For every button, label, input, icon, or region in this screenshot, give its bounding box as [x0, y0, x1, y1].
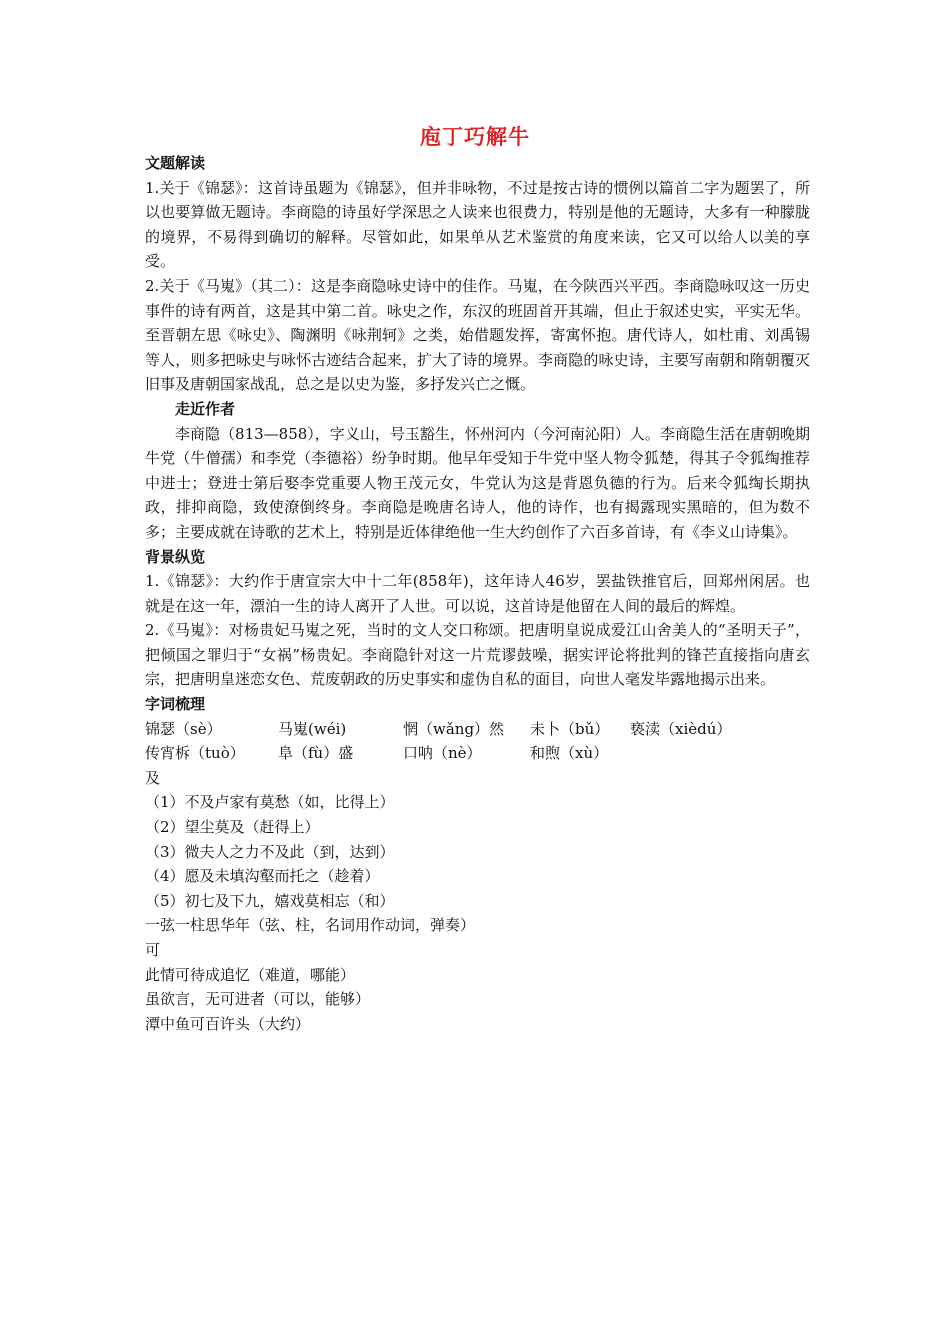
document-body: [145, 151, 810, 1036]
term-usage: （3）微夫人之力不及此（到，达到）: [145, 842, 395, 861]
vocab-item: 未卜（bǔ）: [530, 719, 610, 738]
term-usage: （5）初七及下九，嬉戏莫相忘（和）: [145, 891, 395, 910]
term-usage-zhu: 一弦一柱思华年（弦、柱，名词用作动词，弹奏）: [145, 916, 476, 935]
term-usage: 潭中鱼可百许头（大约）: [145, 1014, 311, 1033]
term-usage: 虽欲言，无可进者（可以，能够）: [145, 990, 371, 1009]
vocab-row-2: [145, 741, 810, 766]
vocab-item: 传宵柝（tuò）: [145, 744, 245, 763]
paragraph-mawei-intro: 2.关于《马嵬》（其二）：这是李商隐咏史诗中的佳作。马嵬，在今陕西兴平西。李商隐咏叹这一历史事件的诗有两首，这是其中第二首。咏史之作，东汉的班固首开其端，但止于叙述史实，平实无华。至晋朝左思《咏史》、陶渊明《咏荆轲》之类，始借题发挥，寄寓怀抱。唐代诗人，如杜甫、刘禹锡等人，则多把咏史与咏怀古迹结合起来，扩大了诗的境界。李商隐的咏史诗，主要写南朝和隋朝覆灭旧事及唐朝国家战乱，总之是以史为鉴，多抒发兴亡之慨。: [145, 276, 810, 394]
vocab-item: 阜（fù）盛: [278, 744, 354, 763]
paragraph-mawei-background: 2.《马嵬》：对杨贵妃马嵬之死，当时的文人交口称颂。把唐明皇说成爱江山舍美人的“圣明天子”，把倾国之罪归于“女祸”杨贵妃。李商隐针对这一片荒谬鼓噪，据实评论将批判的锋芒直接指向唐玄宗，把唐明皇迷恋女色、荒废朝政的历史事实和虚伪自私的面目，向世人毫发毕露地揭示出来。: [145, 621, 810, 689]
vocab-item: 和煦（xù）: [530, 744, 609, 763]
section-heading-zuozhe: 走近作者: [175, 399, 236, 418]
vocab-item: 口呐（nè）: [403, 744, 482, 763]
paragraph-author: 李商隐（813—858），字义山，号玉豁生，怀州河内（今河南沁阳）人。李商隐生活在唐朝晚期牛党（牛僧孺）和李党（李德裕）纷争时期。他早年受知于牛党中坚人物令狐楚，得其子令狐绹推荐中进士；登进士第后娶李党重要人物王茂元女，牛党认为这是背恩负德的行为。后来令狐绹长期执政，排抑商隐，致使潦倒终身。李商隐是晚唐名诗人，他的诗作，也有揭露现实黑暗的，但为数不多；主要成就在诗歌的艺术上，特别是近体律绝他一生大约创作了六百多首诗，有《李义山诗集》。: [145, 424, 810, 541]
document-title: 庖丁巧解牛: [420, 125, 530, 149]
term-label-ji: 及: [145, 768, 161, 787]
section-heading-zici: 字词梳理: [145, 695, 206, 714]
term-label-ke: 可: [145, 941, 161, 959]
vocab-row-1: [145, 717, 810, 742]
vocab-item: 惘（wǎng）然: [403, 719, 505, 738]
term-usage: （4）愿及未填沟壑而托之（趁着）: [145, 867, 380, 886]
vocab-item: 马嵬(wéi): [278, 719, 347, 738]
term-usage: （1）不及卢家有莫愁（如，比得上）: [145, 793, 395, 812]
section-heading-beijing: 背景纵览: [145, 547, 206, 566]
vocab-item: 锦瑟（sè）: [145, 719, 222, 738]
term-usage: 此情可待成追忆（难道，哪能）: [145, 965, 356, 984]
term-usage: （2）望尘莫及（赶得上）: [145, 818, 320, 837]
paragraph-jinse-intro: 1.关于《锦瑟》：这首诗虽题为《锦瑟》，但并非咏物，不过是按古诗的惯例以篇首二字为题罢了，所以也要算做无题诗。李商隐的诗虽好学深思之人读来也很费力，特别是他的无题诗，大多有一种朦胧的境界，不易得到确切的解释。尽管如此，如果单从艺术鉴赏的角度来读，它又可以给人以美的享受。: [145, 178, 810, 271]
vocab-item: 亵渎（xièdú）: [630, 719, 732, 738]
section-heading-wenti: 文题解读: [145, 154, 206, 172]
paragraph-jinse-background: 1.《锦瑟》：大约作于唐宣宗大中十二年(858年)，这年诗人46岁，罢盐铁推官后，回郑州闲居。也就是在这一年，漂泊一生的诗人离开了人世。可以说，这首诗是他留在人间的最后的辉煌。: [145, 572, 810, 615]
